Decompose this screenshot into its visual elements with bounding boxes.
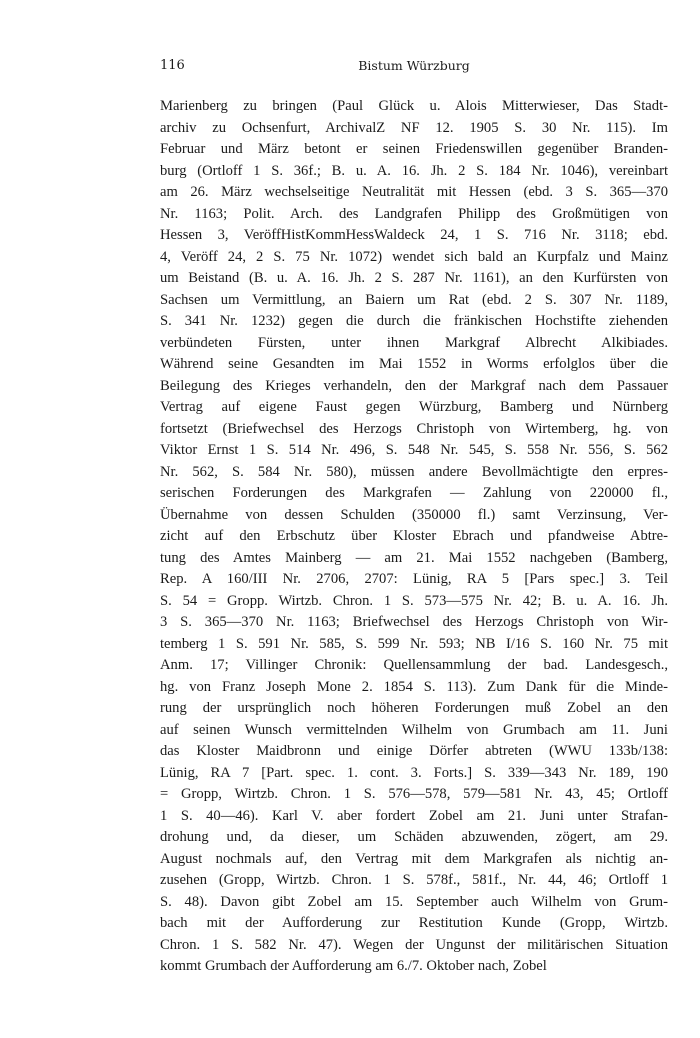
text-line: rung der ursprünglich noch höheren Forderungen muß Zobel an den — [160, 700, 668, 716]
text-line: Marienberg zu bringen (Paul Glück u. Alois Mitterwieser, Das Stadt- — [160, 98, 668, 114]
text-line: Nr. 1163; Polit. Arch. des Landgrafen Philipp des Großmütigen von — [160, 205, 668, 222]
text-line: Anm. 17; Villinger Chronik: Quellensammlung der bad. Landesgesch., — [160, 657, 668, 673]
body-text — [160, 96, 668, 978]
text-line: Vertrag auf eigene Faust gegen Würzburg, Bamberg und Nürnberg — [160, 399, 668, 415]
text-line: Hessen 3, VeröffHistKommHessWaldeck 24, 1 S. 716 Nr. 3118; ebd. — [160, 227, 668, 243]
text-line: burg (Ortloff 1 S. 36f.; B. u. A. 16. Jh. 2 S. 184 Nr. 1046), vereinbart — [160, 162, 668, 179]
text-line: hg. von Franz Joseph Mone 2. 1854 S. 113). Zum Dank für die Minde- — [160, 678, 668, 695]
text-line: fortsetzt (Briefwechsel des Herzogs Christoph von Wirtemberg, hg. von — [160, 420, 668, 437]
text-line: S. 54 = Gropp. Wirtzb. Chron. 1 S. 573—575 Nr. 42; B. u. A. 16. Jh. — [160, 592, 668, 609]
text-line: August nochmals auf, den Vertrag mit dem Markgrafen als nichtig an- — [160, 850, 668, 867]
text-line: um Beistand (B. u. A. 16. Jh. 2 S. 287 Nr. 1161), an den Kurfürsten von — [160, 270, 668, 286]
text-line: Lünig, RA 7 [Part. spec. 1. cont. 3. Forts.] S. 339—343 Nr. 189, 190 — [160, 764, 668, 781]
running-title: Bistum Würzburg — [358, 58, 470, 73]
page-number: 116 — [160, 58, 185, 73]
text-line: 4, Veröff 24, 2 S. 75 Nr. 1072) wendet sich bald an Kurpfalz und Mainz — [160, 248, 668, 265]
text-line: serischen Forderungen des Markgrafen — Zahlung von 220000 fl., — [160, 485, 668, 501]
text-line: Während seine Gesandten im Mai 1552 in Worms erfolglos über die — [160, 356, 668, 372]
text-line: Sachsen um Vermittlung, an Baiern um Rat (ebd. 2 S. 307 Nr. 1189, — [160, 291, 668, 308]
text-line: archiv zu Ochsenfurt, ArchivalZ NF 12. 1905 S. 30 Nr. 115). Im — [160, 119, 668, 136]
text-line: S. 48). Davon gibt Zobel am 15. September auch Wilhelm von Grum- — [160, 893, 668, 910]
text-line: das Kloster Maidbronn und einige Dörfer abtreten (WWU 133b/138: — [160, 743, 668, 759]
running-head — [160, 58, 668, 82]
text-line: Nr. 562, S. 584 Nr. 580), müssen andere Bevollmächtigte den erpres- — [160, 463, 668, 480]
text-line: zicht auf den Erbschutz über Kloster Ebrach und pfandweise Abtre- — [160, 528, 668, 544]
text-line: am 26. März wechselseitige Neutralität mit Hessen (ebd. 3 S. 365—370 — [160, 184, 668, 200]
text-line: Beilegung des Krieges verhandeln, den der Markgraf nach dem Passauer — [160, 377, 668, 394]
text-line: Rep. A 160/III Nr. 2706, 2707: Lünig, RA 5 [Pars spec.] 3. Teil — [160, 571, 668, 587]
text-line: S. 341 Nr. 1232) gegen die durch die fränkischen Hochstifte ziehenden — [160, 313, 668, 329]
text-line: auf seinen Wunsch vermittelnden Wilhelm von Grumbach am 11. Juni — [160, 721, 668, 738]
book-page — [160, 58, 668, 978]
text-line: Viktor Ernst 1 S. 514 Nr. 496, S. 548 Nr. 545, S. 558 Nr. 556, S. 562 — [160, 442, 668, 458]
text-line: 1 S. 40—46). Karl V. aber fordert Zobel am 21. Juni unter Strafan- — [160, 807, 668, 824]
text-line: 3 S. 365—370 Nr. 1163; Briefwechsel des Herzogs Christoph von Wir- — [160, 614, 668, 630]
text-line: = Gropp, Wirtzb. Chron. 1 S. 576—578, 579—581 Nr. 43, 45; Ortloff — [160, 786, 668, 802]
text-line: verbündeten Fürsten, unter ihnen Markgraf Albrecht Alkibiades. — [160, 334, 668, 351]
text-line: Übernahme von dessen Schulden (350000 fl.) samt Verzinsung, Ver- — [160, 506, 668, 523]
text-line: Februar und März betont er seinen Friedenswillen gegenüber Branden- — [160, 141, 668, 157]
text-line: temberg 1 S. 591 Nr. 585, S. 599 Nr. 593; NB I/16 S. 160 Nr. 75 mit — [160, 635, 668, 652]
text-line: tung des Amtes Mainberg — am 21. Mai 1552 nachgeben (Bamberg, — [160, 549, 668, 566]
text-line: kommt Grumbach der Aufforderung am 6./7. Oktober nach, Zobel — [160, 958, 547, 974]
text-line: zusehen (Gropp, Wirtzb. Chron. 1 S. 578f., 581f., Nr. 44, 46; Ortloff 1 — [160, 872, 668, 888]
text-line: Chron. 1 S. 582 Nr. 47). Wegen der Ungunst der militärischen Situation — [160, 936, 668, 953]
text-line: bach mit der Aufforderung zur Restitution Kunde (Gropp, Wirtzb. — [160, 915, 668, 931]
text-line: drohung und, da dieser, um Schäden abzuwenden, zögert, am 29. — [160, 829, 668, 845]
